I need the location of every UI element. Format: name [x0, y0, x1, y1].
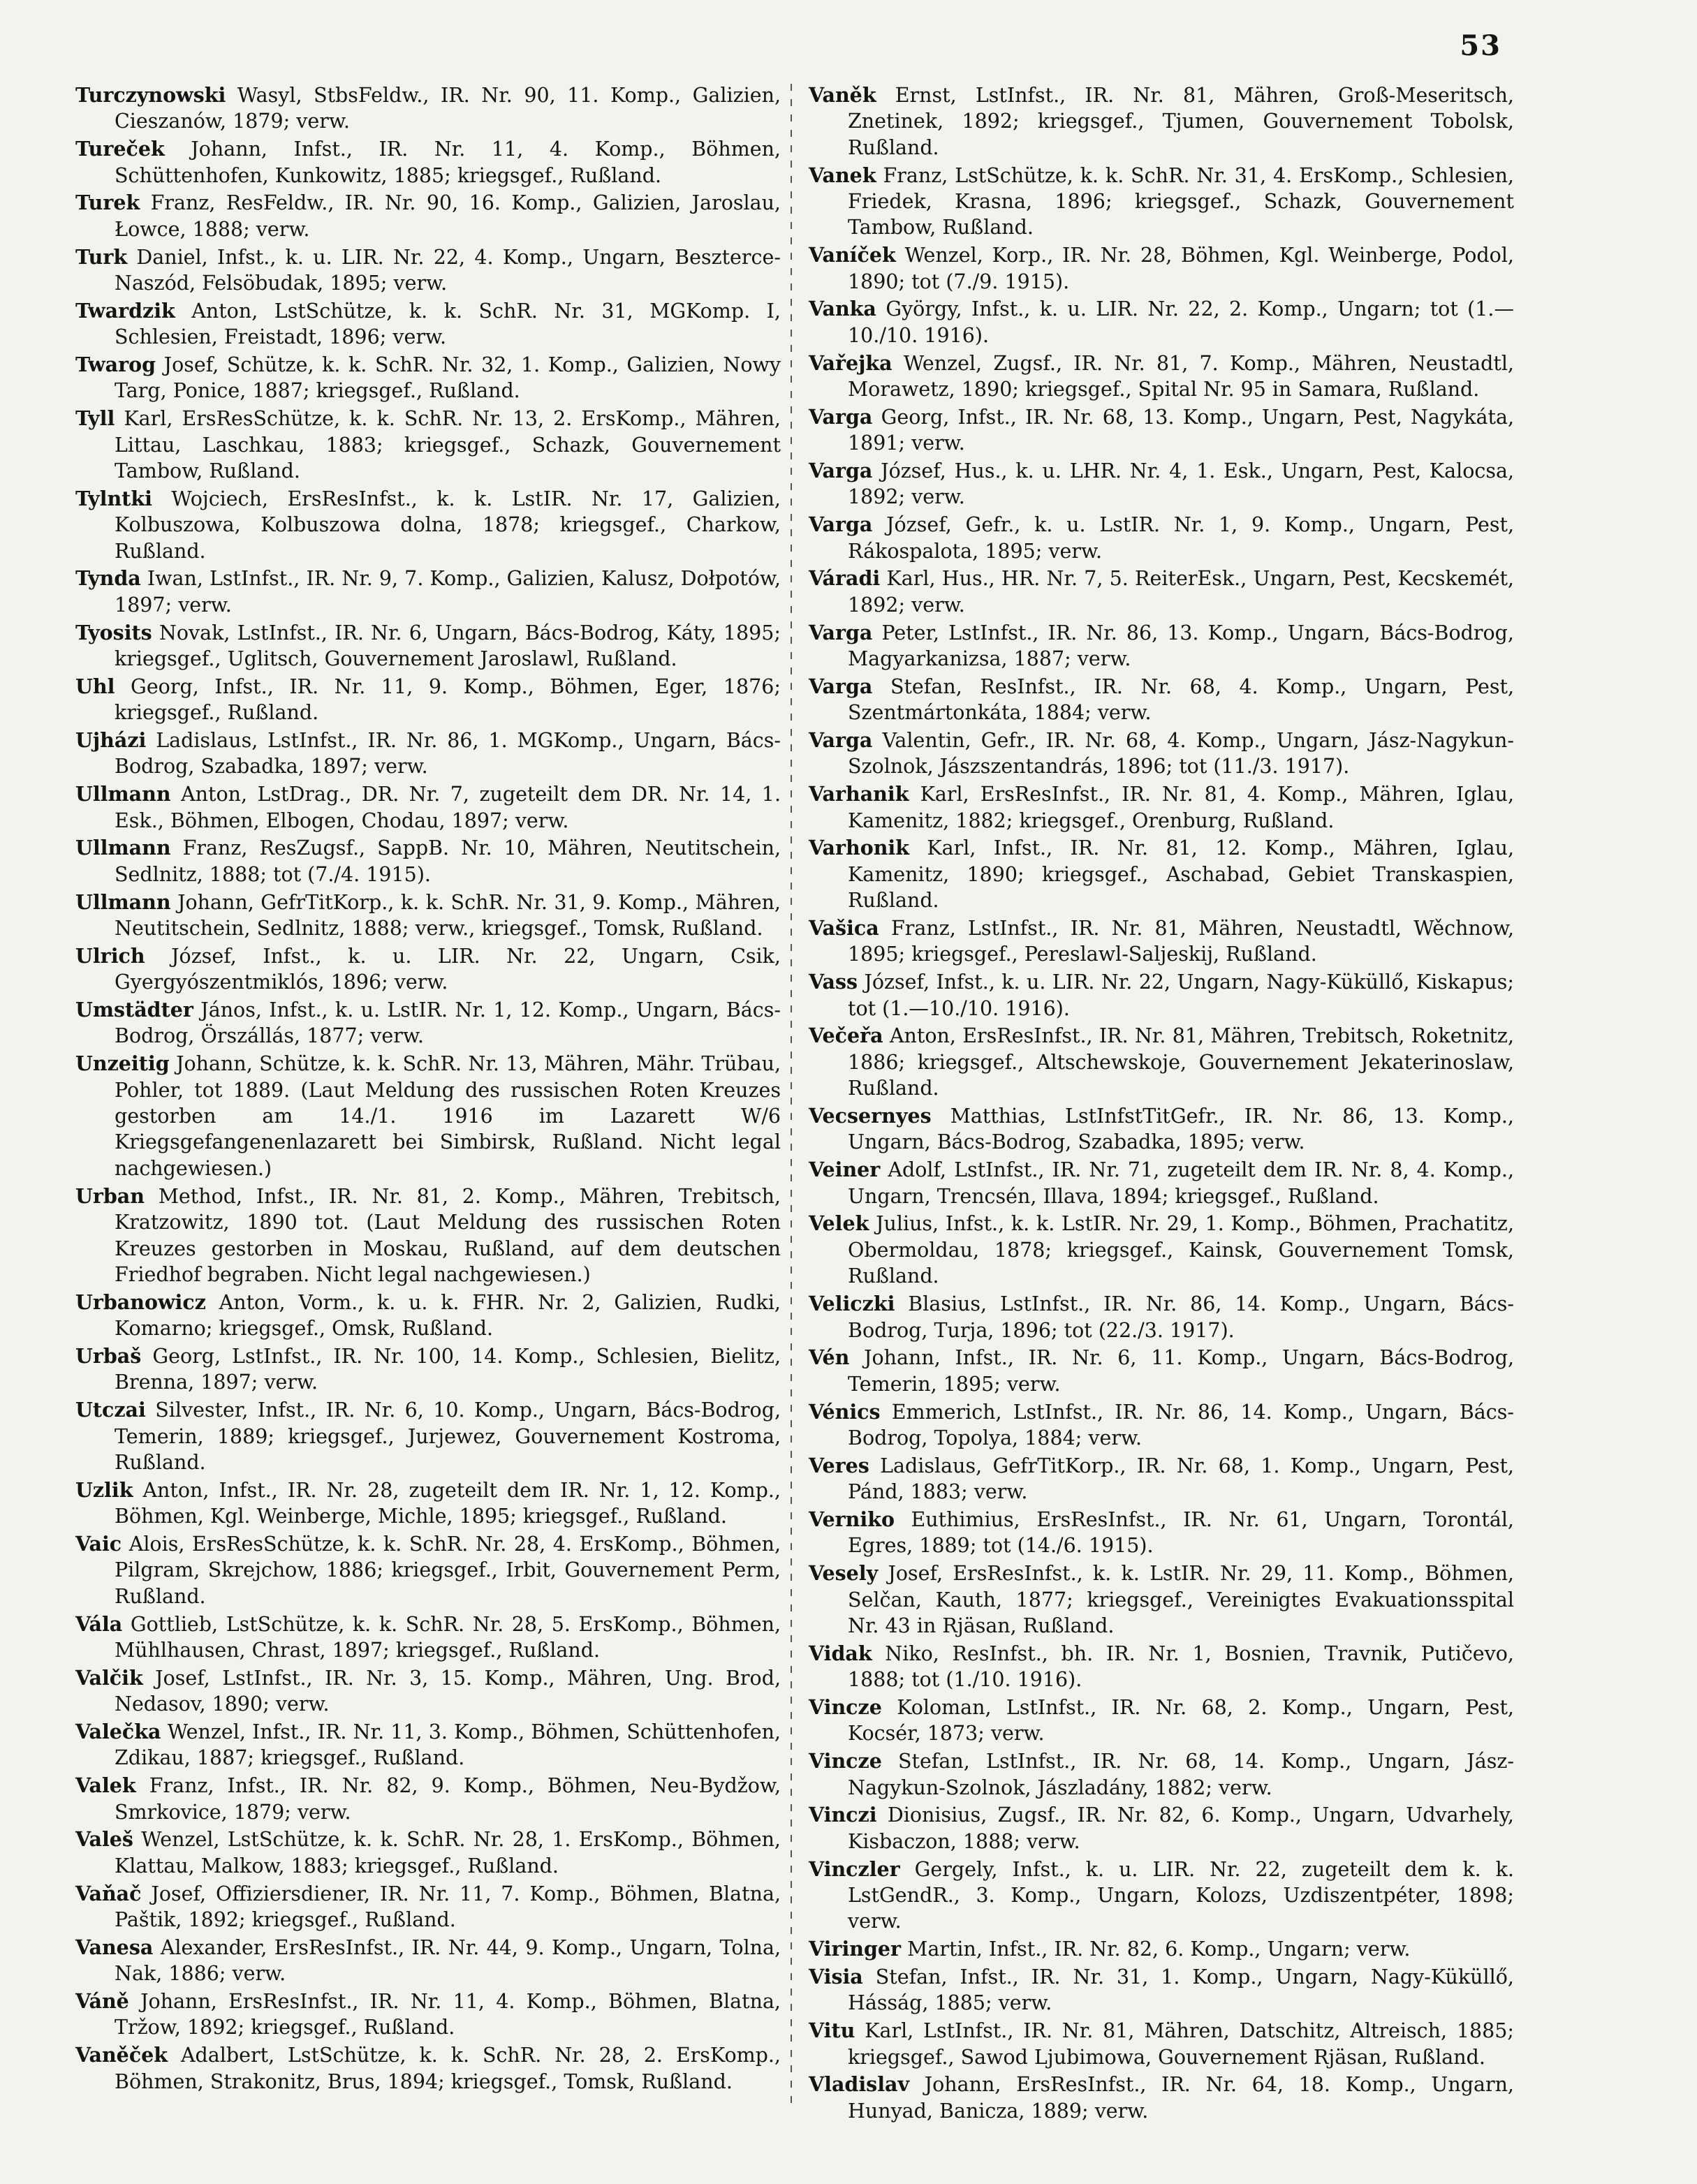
register-entry	[809, 1748, 1514, 1801]
register-entry	[75, 1773, 781, 1825]
entry-surname: Váradi	[809, 566, 881, 591]
register-entry	[75, 1665, 781, 1718]
entry-surname: Unzeitig	[75, 1052, 170, 1076]
entry-surname: Varhanik	[809, 782, 909, 806]
entry-details: Gottlieb, LstSchütze, k. k. SchR. Nr. 28, 5. ErsKomp., Böhmen, Mühlhausen, Chrast, 1897; kriegsgef., Rußland.	[115, 1612, 781, 1662]
entry-details: Anton, Infst., IR. Nr. 28, zugeteilt dem IR. Nr. 1, 12. Komp., Böhmen, Kgl. Weinberge, Michle, 1895; kriegsgef., Rußland.	[115, 1478, 781, 1528]
register-entry	[809, 2018, 1514, 2070]
entry-surname: Vašica	[809, 916, 879, 940]
entry-surname: Váně	[75, 1989, 129, 2013]
entry-surname: Vanesa	[75, 1935, 154, 1959]
register-entry	[809, 351, 1514, 403]
register-entry	[809, 1157, 1514, 1209]
register-entry	[75, 890, 781, 942]
entry-details: Martin, Infst., IR. Nr. 82, 6. Komp., Ungarn; verw.	[907, 1938, 1411, 1961]
entry-surname: Vidak	[809, 1641, 872, 1665]
entry-surname: Vesely	[809, 1561, 879, 1586]
entry-details: Gergely, Infst., k. u. LIR. Nr. 22, zugeteilt dem k. k. LstGendR., 3. Komp., Ungarn, Kolozs, Uzdiszentpéter, 1898; verw.	[848, 1857, 1514, 1933]
entry-details: Karl, ErsResSchütze, k. k. SchR. Nr. 13, 2. ErsKomp., Mähren, Littau, Laschkau, 1883; kriegsgef., Schazk, Gouvernement Tambow, Rußland.	[115, 407, 781, 483]
register-entry	[809, 82, 1514, 161]
entry-details: Adolf, LstInfst., IR. Nr. 71, zugeteilt dem IR. Nr. 8, 4. Komp., Ungarn, Trencsén, Illava, 1894; kriegsgef., Rußland.	[848, 1158, 1514, 1208]
entry-surname: Tyll	[75, 406, 115, 431]
entry-details: János, Infst., k. u. LstIR. Nr. 1, 12. Komp., Ungarn, Bács-Bodrog, Örszállás, 1877; verw.	[115, 998, 781, 1048]
register-entry	[809, 620, 1514, 672]
entry-details: Wasyl, StbsFeldw., IR. Nr. 90, 11. Komp., Galizien, Cieszanów, 1879; verw.	[115, 84, 781, 133]
entry-surname: Valečka	[75, 1719, 161, 1743]
entry-details: Niko, ResInfst., bh. IR. Nr. 1, Bosnien, Travnik, Putičevo, 1888; tot (1./10. 1916).	[848, 1641, 1514, 1692]
entry-details: Josef, Offiziersdiener, IR. Nr. 11, 7. Komp., Böhmen, Blatna, Paštik, 1892; kriegsgef., Rußland.	[115, 1882, 781, 1931]
entry-surname: Turek	[75, 191, 140, 215]
register-entry	[809, 1023, 1514, 1101]
entry-surname: Vaněk	[809, 83, 876, 107]
register-entry	[75, 1183, 781, 1288]
entry-surname: Ulrich	[75, 943, 145, 968]
entry-surname: Viringer	[809, 1937, 902, 1961]
entry-details: Franz, ResZugsf., SappB. Nr. 10, Mähren, Neutitschein, Sedlnitz, 1888; tot (7./4. 1915).	[115, 836, 781, 886]
entry-details: Daniel, Infst., k. u. LIR. Nr. 22, 4. Komp., Ungarn, Beszterce-Naszód, Felsöbudak, 1895; verw.	[115, 245, 781, 295]
entry-details: Wenzel, LstSchütze, k. k. SchR. Nr. 28, 1. ErsKomp., Böhmen, Klattau, Malkow, 1883; kriegsgef., Rußland.	[115, 1828, 781, 1877]
entry-surname: Tyosits	[75, 620, 152, 644]
entry-details: Josef, ErsResInfst., k. k. LstIR. Nr. 29, 11. Komp., Böhmen, Selčan, Kauth, 1877; kriegsgef., Vereinigtes Evakuationsspital Nr. 43 in Rjäsan, Rußland.	[848, 1562, 1514, 1637]
register-entry	[75, 1719, 781, 1771]
entry-surname: Verniko	[809, 1507, 895, 1531]
register-entry	[809, 458, 1514, 510]
entry-details: Johann, GefrTitKorp., k. k. SchR. Nr. 31, 9. Komp., Mähren, Neutitschein, Sedlnitz, 1888; verw., kriegsgef., Tomsk, Rußland.	[115, 890, 781, 940]
register-entry	[809, 512, 1514, 564]
register-entry	[809, 969, 1514, 1021]
register-entry	[809, 1345, 1514, 1397]
register-entry	[809, 1802, 1514, 1854]
entry-details: Alexander, ErsResInfst., IR. Nr. 44, 9. Komp., Ungarn, Tolna, Nak, 1886; verw.	[115, 1935, 781, 1986]
entry-surname: Vanka	[809, 297, 876, 321]
entry-surname: Vaněček	[75, 2043, 168, 2067]
register-entry	[75, 1881, 781, 1933]
entry-details: Method, Infst., IR. Nr. 81, 2. Komp., Mähren, Trebitsch, Kratzowitz, 1890 tot. (Laut Meldung des russischen Roten Kreuzes gestorben in Moskau, Rußland, auf dem deutschen Friedhof begraben. Nicht legal nachgewiesen.)	[115, 1184, 781, 1286]
page-number: 53	[1460, 29, 1501, 62]
entry-details: Adalbert, LstSchütze, k. k. SchR. Nr. 28, 2. ErsKomp., Böhmen, Strakonitz, Brus, 1894; kriegsgef., Tomsk, Rußland.	[115, 2044, 781, 2093]
entry-surname: Vařejka	[809, 351, 892, 375]
entry-surname: Urbanowicz	[75, 1290, 206, 1314]
entry-surname: Varga	[809, 728, 873, 753]
entry-surname: Večeřa	[809, 1024, 883, 1048]
entry-details: Karl, Hus., HR. Nr. 7, 5. ReiterEsk., Ungarn, Pest, Kecskemét, 1892; verw.	[848, 567, 1514, 617]
register-entry	[809, 915, 1514, 968]
entry-details: Matthias, LstInfstTitGefr., IR. Nr. 86, 13. Komp., Ungarn, Bács-Bodrog, Szabadka, 1895; verw.	[848, 1105, 1514, 1154]
entry-details: Karl, Infst., IR. Nr. 81, 12. Komp., Mähren, Iglau, Kamenitz, 1890; kriegsgef., Aschabad, Gebiet Transkaspien, Rußland.	[848, 836, 1515, 913]
entry-surname: Twarog	[75, 353, 156, 377]
entry-details: Wenzel, Infst., IR. Nr. 11, 3. Komp., Böhmen, Schüttenhofen, Zdikau, 1887; kriegsgef., Rußland.	[115, 1720, 781, 1770]
register-entry	[809, 1964, 1514, 2016]
entry-surname: Turk	[75, 244, 128, 269]
entry-details: Franz, Infst., IR. Nr. 82, 9. Komp., Böhmen, Neu-Bydžow, Smrkovice, 1879; verw.	[115, 1774, 781, 1824]
entry-details: Georg, Infst., IR. Nr. 11, 9. Komp., Böhmen, Eger, 1876; kriegsgef., Rußland.	[115, 674, 781, 725]
entry-surname: Varhonik	[809, 836, 910, 860]
entry-details: Novak, LstInfst., IR. Nr. 6, Ungarn, Bács-Bodrog, Káty, 1895; kriegsgef., Uglitsch, Gouvernement Jaroslawl, Rußland.	[115, 621, 781, 671]
entry-surname: Velek	[809, 1211, 869, 1236]
register-entry	[809, 1103, 1514, 1156]
register-entry	[809, 1453, 1514, 1505]
register-entry	[75, 566, 781, 618]
entry-details: Valentin, Gefr., IR. Nr. 68, 4. Komp., Ungarn, Jász-Nagykun-Szolnok, Jászszentandrás, 1896; tot (11./3. 1917).	[848, 729, 1514, 779]
entry-details: Julius, Infst., k. k. LstIR. Nr. 29, 1. Komp., Böhmen, Prachatitz, Obermoldau, 1878; kriegsgef., Kainsk, Gouvernement Tomsk, Rußland.	[848, 1212, 1515, 1288]
entry-details: Ladislaus, LstInfst., IR. Nr. 86, 1. MGKomp., Ungarn, Bács-Bodrog, Szabadka, 1897; verw.	[115, 729, 781, 779]
entry-surname: Veliczki	[809, 1292, 895, 1316]
entry-details: Stefan, LstInfst., IR. Nr. 68, 14. Komp., Ungarn, Jász-Nagykun-Szolnok, Jászladány, 1882; verw.	[848, 1750, 1514, 1799]
entry-details: József, Infst., k. u. LIR. Nr. 22, Ungarn, Nagy-Küküllő, Kiskapus; tot (1.—10./10. 1916).	[848, 971, 1514, 1020]
register-entry	[75, 244, 781, 297]
entry-details: Blasius, LstInfst., IR. Nr. 86, 14. Komp., Ungarn, Bács-Bodrog, Turja, 1896; tot (22./3. 1917).	[848, 1292, 1514, 1342]
entry-details: Stefan, Infst., IR. Nr. 31, 1. Komp., Ungarn, Nagy-Küküllő, Hásság, 1885; verw.	[848, 1965, 1514, 2015]
column-divider	[791, 84, 792, 2109]
entry-details: Franz, LstInfst., IR. Nr. 81, Mähren, Neustadtl, Wěchnow, 1895; kriegsgef., Pereslawl-Saljeskij, Rußland.	[848, 917, 1514, 966]
entry-details: Anton, ErsResInfst., IR. Nr. 81, Mähren, Trebitsch, Roketnitz, 1886; kriegsgef., Altschewskoje, Gouvernement Jekaterinoslaw, Rußland.	[848, 1024, 1515, 1100]
entry-details: Anton, LstDrag., DR. Nr. 7, zugeteilt dem DR. Nr. 14, 1. Esk., Böhmen, Elbogen, Chodau, 1897; verw.	[115, 783, 781, 832]
entry-surname: Vincze	[809, 1749, 882, 1773]
register-entry	[75, 82, 781, 135]
entry-details: Johann, ErsResInfst., IR. Nr. 11, 4. Komp., Böhmen, Blatna, Tržow, 1892; kriegsgef., Rußland.	[115, 1989, 781, 2039]
entry-surname: Tureček	[75, 137, 165, 161]
entry-surname: Varga	[809, 512, 873, 537]
entry-details: Karl, LstInfst., IR. Nr. 81, Mähren, Datschitz, Altreisch, 1885; kriegsgef., Sawod Ljubimowa, Gouvernement Rjäsan, Rußland.	[848, 2019, 1514, 2069]
entry-details: József, Hus., k. u. LHR. Nr. 4, 1. Esk., Ungarn, Pest, Kalocsa, 1892; verw.	[848, 459, 1515, 509]
entry-details: Koloman, LstInfst., IR. Nr. 68, 2. Komp., Ungarn, Pest, Kocsér, 1873; verw.	[848, 1695, 1514, 1746]
entry-details: Karl, ErsResInfst., IR. Nr. 81, 4. Komp., Mähren, Iglau, Kamenitz, 1882; kriegsgef., Orenburg, Rußland.	[848, 783, 1514, 832]
register-entry	[75, 728, 781, 780]
register-entry	[75, 406, 781, 484]
register-entry	[809, 1857, 1514, 1935]
register-entry	[75, 136, 781, 189]
entry-surname: Uzlik	[75, 1477, 133, 1502]
register-entry	[75, 1290, 781, 1342]
entry-surname: Varga	[809, 674, 873, 698]
entry-details: Stefan, ResInfst., IR. Nr. 68, 4. Komp., Ungarn, Pest, Szentmártonkáta, 1884; verw.	[848, 674, 1515, 725]
register-entry	[75, 1051, 781, 1181]
entry-details: Franz, LstSchütze, k. k. SchR. Nr. 31, 4. ErsKomp., Schlesien, Friedek, Krasna, 1896; kriegsgef., Schazk, Gouvernement Tambow, Rußland.	[848, 163, 1514, 239]
register-entry	[809, 674, 1514, 726]
entry-surname: Varga	[809, 620, 873, 644]
entry-details: Georg, Infst., IR. Nr. 68, 13. Komp., Ungarn, Pest, Nagykáta, 1891; verw.	[848, 405, 1514, 455]
register-entry	[75, 835, 781, 887]
entry-details: József, Infst., k. u. LIR. Nr. 22, Ungarn, Csik, Gyergyószentmiklós, 1896; verw.	[115, 944, 781, 994]
register-entry	[75, 1477, 781, 1530]
entry-surname: Twardzik	[75, 298, 175, 323]
entry-surname: Vass	[809, 970, 858, 994]
entry-details: György, Infst., k. u. LIR. Nr. 22, 2. Komp., Ungarn; tot (1.—10./10. 1916).	[848, 297, 1514, 347]
register-entry	[809, 1560, 1514, 1639]
entry-details: Dionisius, Zugsf., IR. Nr. 82, 6. Komp., Ungarn, Udvarhely, Kisbaczon, 1888; verw.	[848, 1803, 1514, 1853]
register-entry	[809, 781, 1514, 834]
entry-details: Johann, ErsResInfst., IR. Nr. 64, 18. Komp., Ungarn, Hunyad, Banicza, 1889; verw.	[848, 2073, 1514, 2123]
entry-details: Josef, LstInfst., IR. Nr. 3, 15. Komp., Mähren, Ung. Brod, Nedasov, 1890; verw.	[115, 1666, 781, 1716]
entry-details: Emmerich, LstInfst., IR. Nr. 86, 14. Komp., Ungarn, Bács-Bodrog, Topolya, 1884; verw.	[848, 1400, 1515, 1449]
register-entry	[809, 1936, 1514, 1962]
register-entry	[75, 781, 781, 834]
entry-surname: Vitu	[809, 2019, 855, 2043]
entry-surname: Veiner	[809, 1158, 881, 1182]
register-entry	[75, 620, 781, 672]
register-entry	[75, 190, 781, 242]
register-entry	[809, 1507, 1514, 1559]
register-entry	[809, 163, 1514, 241]
entry-details: Alois, ErsResSchütze, k. k. SchR. Nr. 28, 4. ErsKomp., Böhmen, Pilgram, Skrejchow, 1886; kriegsgef., Irbit, Gouvernement Perm, Rußland.	[115, 1532, 781, 1608]
right-column	[809, 82, 1514, 2126]
entry-surname: Vanek	[809, 163, 876, 187]
entry-surname: Vaňač	[75, 1881, 142, 1905]
entry-surname: Uhl	[75, 674, 115, 698]
entry-surname: Varga	[809, 404, 873, 429]
entry-details: Josef, Schütze, k. k. SchR. Nr. 32, 1. Komp., Galizien, Nowy Targ, Ponice, 1887; kriegsgef., Rußland.	[115, 353, 781, 403]
entry-surname: Vladislav	[809, 2072, 910, 2097]
entry-details: Silvester, Infst., IR. Nr. 6, 10. Komp., Ungarn, Bács-Bodrog, Temerin, 1889; kriegsgef., Jurjewez, Gouvernement Kostroma, Rußland.	[115, 1399, 781, 1474]
register-entry	[809, 1291, 1514, 1343]
entry-surname: Vinczler	[809, 1857, 900, 1881]
entry-details: Peter, LstInfst., IR. Nr. 86, 13. Komp., Ungarn, Bács-Bodrog, Magyarkanizsa, 1887; verw.	[848, 621, 1514, 671]
register-entry	[75, 1611, 781, 1664]
left-column	[75, 82, 781, 2096]
register-entry	[809, 835, 1514, 913]
entry-surname: Tylntki	[75, 486, 152, 510]
entry-details: Georg, LstInfst., IR. Nr. 100, 14. Komp., Schlesien, Bielitz, Brenna, 1897; verw.	[115, 1344, 781, 1394]
entry-surname: Turczynowski	[75, 83, 226, 107]
register-entry	[809, 566, 1514, 618]
entry-surname: Vén	[809, 1345, 850, 1370]
entry-surname: Varga	[809, 459, 873, 483]
register-entry	[809, 1211, 1514, 1289]
register-entry	[75, 298, 781, 351]
register-entry	[75, 1827, 781, 1879]
entry-surname: Tynda	[75, 566, 141, 591]
register-entry	[809, 728, 1514, 780]
entry-surname: Umstädter	[75, 998, 193, 1022]
register-entry	[75, 486, 781, 564]
register-entry	[75, 1397, 781, 1475]
register-entry	[809, 1641, 1514, 1693]
entry-details: Wenzel, Korp., IR. Nr. 28, Böhmen, Kgl. Weinberge, Podol, 1890; tot (7./9. 1915).	[848, 244, 1514, 293]
register-entry	[809, 1399, 1514, 1452]
entry-details: József, Gefr., k. u. LstIR. Nr. 1, 9. Komp., Ungarn, Pest, Rákospalota, 1895; verw.	[848, 513, 1515, 563]
register-entry	[75, 1531, 781, 1609]
entry-surname: Utczai	[75, 1398, 146, 1422]
entry-details: Ladislaus, GefrTitKorp., IR. Nr. 68, 1. Komp., Ungarn, Pest, Pánd, 1883; verw.	[848, 1454, 1514, 1504]
register-entry	[809, 296, 1514, 348]
entry-surname: Ullmann	[75, 782, 171, 806]
entry-details: Franz, ResFeldw., IR. Nr. 90, 16. Komp., Galizien, Jaroslau, Łowce, 1888; verw.	[115, 191, 781, 241]
entry-details: Ernst, LstInfst., IR. Nr. 81, Mähren, Groß-Meseritsch, Znetinek, 1892; kriegsgef., Tjumen, Gouvernement Tobolsk, Rußland.	[848, 84, 1514, 159]
register-entry	[75, 943, 781, 996]
register-entry	[75, 997, 781, 1049]
entry-surname: Vála	[75, 1611, 123, 1636]
register-entry	[809, 404, 1514, 457]
entry-surname: Vaníček	[809, 243, 896, 267]
entry-surname: Vénics	[809, 1399, 881, 1424]
entry-surname: Ujházi	[75, 728, 147, 753]
entry-surname: Ullmann	[75, 890, 171, 914]
entry-details: Euthimius, ErsResInfst., IR. Nr. 61, Ungarn, Torontál, Egres, 1889; tot (14./6. 1915).	[848, 1507, 1514, 1558]
entry-surname: Urbaš	[75, 1343, 142, 1368]
entry-surname: Valeš	[75, 1827, 133, 1852]
entry-surname: Vaic	[75, 1531, 122, 1556]
entry-surname: Vincze	[809, 1695, 882, 1719]
register-entry	[75, 674, 781, 726]
register-entry	[75, 2042, 781, 2095]
entry-details: Anton, Vorm., k. u. k. FHR. Nr. 2, Galizien, Rudki, Komarno; kriegsgef., Omsk, Rußland.	[115, 1290, 781, 1341]
entry-surname: Vinczi	[809, 1803, 877, 1827]
entry-surname: Valek	[75, 1773, 136, 1798]
register-entry	[809, 242, 1514, 295]
register-entry	[75, 352, 781, 404]
entry-surname: Visia	[809, 1964, 863, 1989]
entry-surname: Valčik	[75, 1665, 143, 1690]
entry-details: Johann, Schütze, k. k. SchR. Nr. 13, Mähren, Mähr. Trübau, Pohler, tot 1889. (Laut Meldung des russischen Roten Kreuzes gestorben am 14./1. 1916 im Lazarett W/6 Kriegsgefangenenlazarett bei Simbirsk, Rußland. Nicht legal nachgewiesen.)	[115, 1052, 781, 1180]
register-entry	[75, 1935, 781, 1987]
entry-details: Wenzel, Zugsf., IR. Nr. 81, 7. Komp., Mähren, Neustadtl, Morawetz, 1890; kriegsgef., Spital Nr. 95 in Samara, Rußland.	[848, 351, 1514, 401]
register-entry	[809, 2072, 1514, 2124]
entry-details: Iwan, LstInfst., IR. Nr. 9, 7. Komp., Galizien, Kalusz, Dołpotów, 1897; verw.	[115, 567, 781, 617]
entry-details: Johann, Infst., IR. Nr. 6, 11. Komp., Ungarn, Bács-Bodrog, Temerin, 1895; verw.	[848, 1346, 1515, 1396]
entry-details: Anton, LstSchütze, k. k. SchR. Nr. 31, MGKomp. I, Schlesien, Freistadt, 1896; verw.	[115, 299, 781, 349]
entry-details: Johann, Infst., IR. Nr. 11, 4. Komp., Böhmen, Schüttenhofen, Kunkowitz, 1885; kriegsgef., Rußland.	[115, 138, 781, 187]
entry-surname: Veres	[809, 1453, 869, 1477]
register-entry	[809, 1695, 1514, 1747]
entry-details: Wojciech, ErsResInfst., k. k. LstIR. Nr. 17, Galizien, Kolbuszowa, Kolbuszowa dolna, 1878; kriegsgef., Charkow, Rußland.	[115, 487, 781, 563]
register-entry	[75, 1343, 781, 1396]
entry-surname: Ullmann	[75, 836, 171, 860]
entry-surname: Vecsernyes	[809, 1104, 932, 1128]
entry-surname: Urban	[75, 1183, 145, 1208]
register-entry	[75, 1989, 781, 2041]
